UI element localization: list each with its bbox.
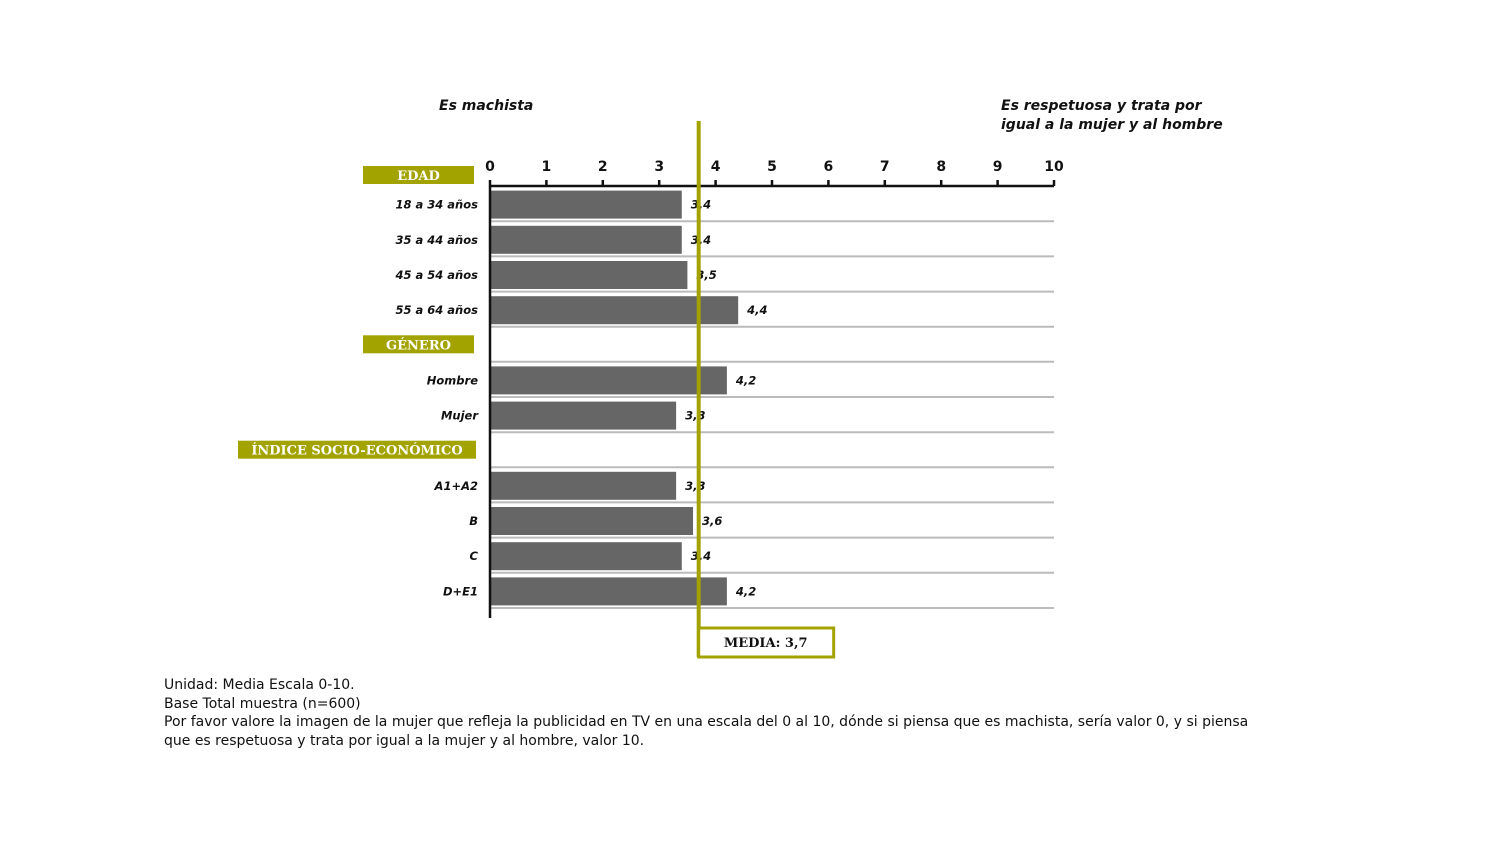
value-label: 4,4 [747,303,768,318]
mean-label: MEDIA: 3,7 [723,636,808,651]
value-label: 3,3 [685,408,706,423]
value-label: 3,4 [690,232,712,247]
footnote-question-line-2: que es respetuosa y trata por igual a la mujer y al hombre, valor 10. [164,732,645,749]
value-label: 3,6 [702,514,723,528]
x-tick-label: 10 [1044,159,1064,175]
x-tick-label: 4 [710,159,721,175]
bar [490,472,676,500]
section-label: GÉNERO [386,338,451,354]
bar [490,402,676,430]
x-tick-label: 0 [485,159,495,175]
x-tick-label: 3 [654,159,665,175]
bar [490,507,693,535]
bar [490,226,682,254]
plot-area [238,121,1064,657]
category-label: 55 a 64 años [395,303,478,318]
bar [490,296,738,324]
section-label: EDAD [397,169,440,184]
category-label: 45 a 54 años [395,268,478,282]
x-tick-label: 5 [767,159,777,175]
category-label: 18 a 34 años [395,197,478,212]
value-label: 4,2 [735,373,757,388]
x-tick-label: 6 [823,159,834,175]
category-label: A1+A2 [434,478,478,493]
x-tick-label: 8 [936,159,947,175]
footnotes [164,676,1284,750]
bar [490,577,727,605]
footnote-unit: Unidad: Media Escala 0-10. [164,677,355,693]
footnote-question-line-1: Por favor valore la imagen de la mujer que refleja la publicidad en TV en una escala del 0 al 10, dónde si piensa que es machista, sería valor 0, y si piensa [164,714,1249,730]
value-label: 3,5 [696,268,717,282]
value-label: 4,2 [735,584,757,599]
left-extreme-label: Es machista [439,98,534,114]
footnote-base: Base Total muestra (n=600) [164,695,361,712]
right-extreme-label-line-1: Es respetuosa y trata por [1001,98,1202,114]
bar [490,261,687,289]
value-label: 3,3 [685,478,706,493]
category-label: Hombre [426,373,478,388]
bar [490,366,727,394]
category-label: D+E1 [442,584,478,599]
bar [490,191,682,219]
x-tick-label: 9 [992,159,1003,175]
category-label: C [469,549,478,564]
section-label: ÍNDICE SOCIO-ECONÓMICO [251,443,463,459]
category-label: 35 a 44 años [395,232,478,247]
x-tick-label: 1 [541,159,552,175]
x-tick-label: 7 [879,159,890,175]
x-tick-label: 2 [597,159,608,175]
value-label: 3,4 [690,549,712,564]
category-label: B [469,514,478,528]
value-label: 3,4 [690,197,712,212]
bar [490,542,682,570]
right-extreme-label-line-2: igual a la mujer y al hombre [1001,117,1223,133]
category-label: Mujer [440,408,478,423]
